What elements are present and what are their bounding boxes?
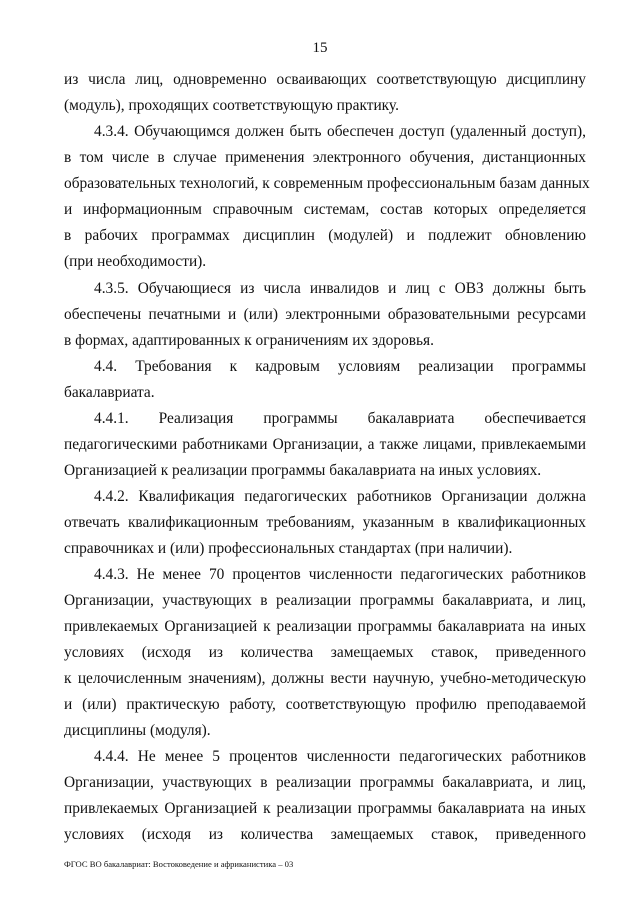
text-line: привлекаемых Организацией к реализации программы бакалавриата на иных <box>64 618 586 635</box>
text-line: педагогическими работниками Организации, а также лицами, привлекаемыми <box>64 436 586 453</box>
text-line: к целочисленным значениям), должны вести научную, учебно-методическую <box>64 670 586 687</box>
text-line: в формах, адаптированных к ограничениям их здоровья. <box>64 332 434 349</box>
text-line: 4.4.1. Реализация программы бакалавриата обеспечивается <box>94 410 586 427</box>
text-line: 4.4.2. Квалификация педагогических работников Организации должна <box>94 488 586 505</box>
text-line: Организацией к реализации программы бакалавриата на иных условиях. <box>64 462 542 479</box>
text-line: (модуль), проходящих соответствующую практику. <box>64 97 399 114</box>
page-number: 15 <box>312 40 328 56</box>
text-line: 4.4.4. Не менее 5 процентов численности педагогических работников <box>94 748 586 765</box>
text-line: образовательных технологий, к современным профессиональным базам данных <box>64 175 590 192</box>
text-line: условиях (исходя из количества замещаемых ставок, приведенного <box>64 644 586 661</box>
text-line: отвечать квалификационным требованиям, указанным в квалификационных <box>64 514 586 531</box>
text-line: Организации, участвующих в реализации программы бакалавриата, и лиц, <box>64 774 586 791</box>
text-line: из числа лиц, одновременно осваивающих соответствующую дисциплину <box>64 71 586 88</box>
text-line: в том числе в случае применения электронного обучения, дистанционных <box>64 149 586 166</box>
text-line: и (или) практическую работу, соответствующую профилю преподаваемой <box>64 696 586 713</box>
section-heading-line: бакалавриата. <box>64 384 155 401</box>
text-line: дисциплины (модуля). <box>64 722 211 739</box>
text-line: справочниках и (или) профессиональных стандартах (при наличии). <box>64 540 513 557</box>
text-line: и информационным справочным системам, состав которых определяется <box>64 201 586 218</box>
text-line: 4.3.4. Обучающимся должен быть обеспечен доступ (удаленный доступ), <box>94 123 586 140</box>
section-heading-line: 4.4. Требования к кадровым условиям реализации программы <box>94 358 586 375</box>
text-line: привлекаемых Организацией к реализации программы бакалавриата на иных <box>64 800 586 817</box>
text-line: условиях (исходя из количества замещаемых ставок, приведенного <box>64 826 586 843</box>
text-line: в рабочих программах дисциплин (модулей) и подлежит обновлению <box>64 227 586 244</box>
text-line: 4.3.5. Обучающиеся из числа инвалидов и лиц с ОВЗ должны быть <box>94 280 586 297</box>
text-line: (при необходимости). <box>64 253 207 270</box>
text-line: обеспечены печатными и (или) электронными образовательными ресурсами <box>64 306 586 323</box>
text-line: Организации, участвующих в реализации программы бакалавриата, и лиц, <box>64 592 586 609</box>
footer-note: ФГОС ВО бакалавриат: Востоковедение и африканистика – 03 <box>64 859 294 869</box>
text-line: 4.4.3. Не менее 70 процентов численности педагогических работников <box>94 566 586 583</box>
